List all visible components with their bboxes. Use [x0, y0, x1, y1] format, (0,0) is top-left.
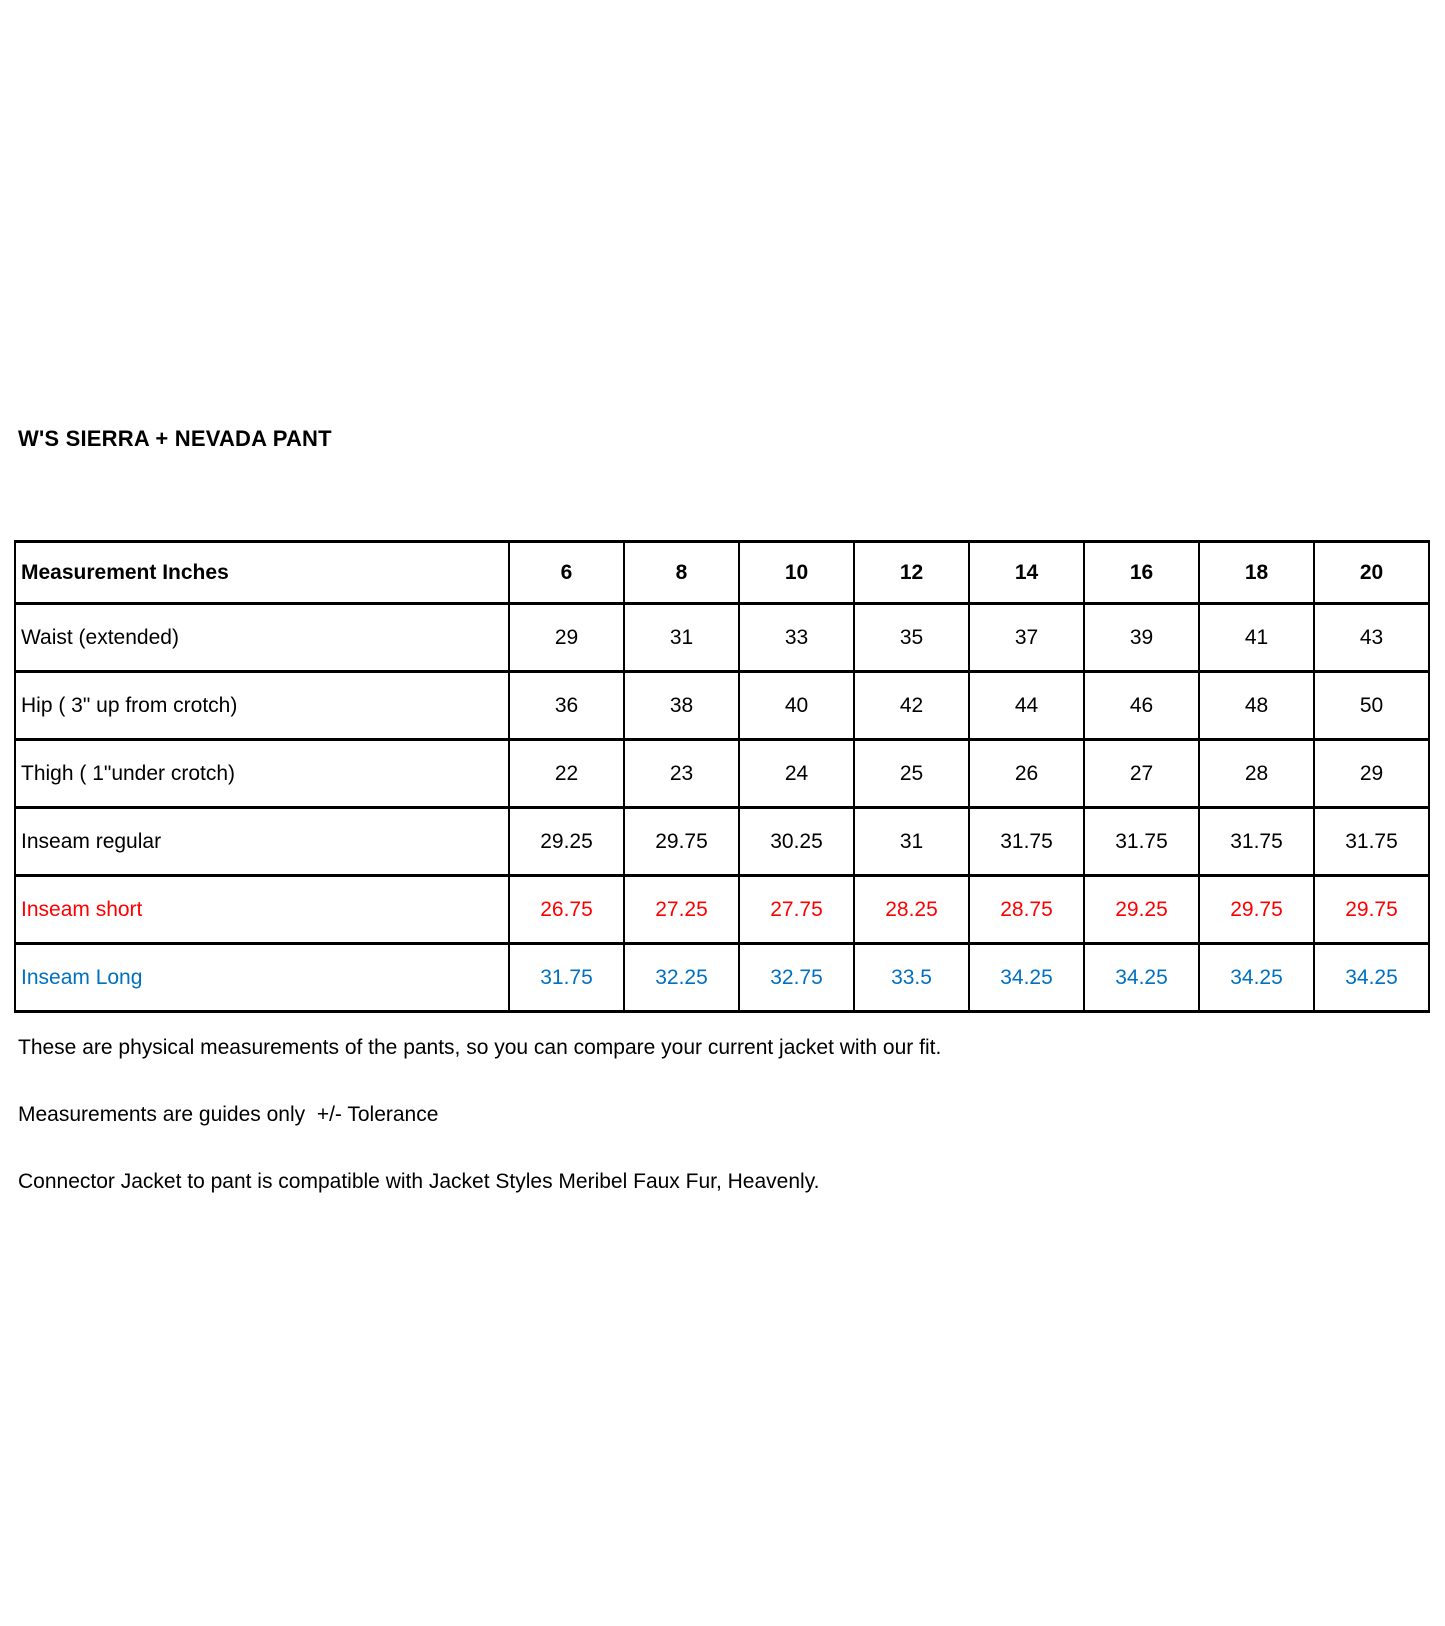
row-label-hip: Hip ( 3" up from crotch) [15, 672, 509, 740]
table-row-waist [15, 604, 1429, 672]
inseam-short-value: 29.25 [1084, 876, 1199, 944]
inseam-short-value: 26.75 [509, 876, 624, 944]
table-header-row [15, 542, 1429, 604]
row-label-inseam-regular: Inseam regular [15, 808, 509, 876]
page-title: W'S SIERRA + NEVADA PANT [18, 426, 332, 451]
size-chart-table [14, 540, 1430, 1013]
thigh-value: 28 [1199, 740, 1314, 808]
inseam-long-value: 31.75 [509, 944, 624, 1012]
row-label-waist: Waist (extended) [15, 604, 509, 672]
table-row-thigh [15, 740, 1429, 808]
inseam-short-value: 29.75 [1199, 876, 1314, 944]
hip-value: 46 [1084, 672, 1199, 740]
column-header-size-6: 6 [509, 542, 624, 604]
inseam-long-value: 33.5 [854, 944, 969, 1012]
thigh-value: 24 [739, 740, 854, 808]
row-label-inseam-short: Inseam short [15, 876, 509, 944]
thigh-value: 25 [854, 740, 969, 808]
note-connector-compatibility: Connector Jacket to pant is compatible with Jacket Styles Meribel Faux Fur, Heavenly. [18, 1170, 820, 1193]
table-row-inseam-long [15, 944, 1429, 1012]
hip-value: 36 [509, 672, 624, 740]
inseam-long-value: 34.25 [1084, 944, 1199, 1012]
row-label-thigh: Thigh ( 1"under crotch) [15, 740, 509, 808]
waist-value: 33 [739, 604, 854, 672]
note-tolerance: Measurements are guides only +/- Tolerance [18, 1103, 439, 1126]
waist-value: 29 [509, 604, 624, 672]
hip-value: 50 [1314, 672, 1429, 740]
inseam-short-value: 27.25 [624, 876, 739, 944]
column-header-size-14: 14 [969, 542, 1084, 604]
thigh-value: 29 [1314, 740, 1429, 808]
hip-value: 40 [739, 672, 854, 740]
inseam-long-value: 34.25 [1314, 944, 1429, 1012]
table-row-hip [15, 672, 1429, 740]
waist-value: 35 [854, 604, 969, 672]
waist-value: 31 [624, 604, 739, 672]
inseam-long-value: 32.25 [624, 944, 739, 1012]
note-physical-measurements: These are physical measurements of the pants, so you can compare your current jacket with our fit. [18, 1036, 942, 1059]
table-row-inseam-regular [15, 808, 1429, 876]
hip-value: 48 [1199, 672, 1314, 740]
row-label-inseam-long: Inseam Long [15, 944, 509, 1012]
inseam-regular-value: 31.75 [1084, 808, 1199, 876]
inseam-long-value: 34.25 [1199, 944, 1314, 1012]
inseam-regular-value: 29.25 [509, 808, 624, 876]
inseam-short-value: 27.75 [739, 876, 854, 944]
column-header-size-18: 18 [1199, 542, 1314, 604]
inseam-regular-value: 31.75 [969, 808, 1084, 876]
inseam-short-value: 29.75 [1314, 876, 1429, 944]
column-header-size-20: 20 [1314, 542, 1429, 604]
inseam-regular-value: 30.25 [739, 808, 854, 876]
hip-value: 42 [854, 672, 969, 740]
inseam-regular-value: 31 [854, 808, 969, 876]
hip-value: 44 [969, 672, 1084, 740]
thigh-value: 23 [624, 740, 739, 808]
inseam-long-value: 32.75 [739, 944, 854, 1012]
hip-value: 38 [624, 672, 739, 740]
column-header-size-12: 12 [854, 542, 969, 604]
column-header-measurement: Measurement Inches [15, 542, 509, 604]
inseam-regular-value: 31.75 [1199, 808, 1314, 876]
column-header-size-10: 10 [739, 542, 854, 604]
inseam-long-value: 34.25 [969, 944, 1084, 1012]
inseam-regular-value: 31.75 [1314, 808, 1429, 876]
inseam-regular-value: 29.75 [624, 808, 739, 876]
inseam-short-value: 28.75 [969, 876, 1084, 944]
thigh-value: 22 [509, 740, 624, 808]
waist-value: 39 [1084, 604, 1199, 672]
inseam-short-value: 28.25 [854, 876, 969, 944]
waist-value: 43 [1314, 604, 1429, 672]
thigh-value: 27 [1084, 740, 1199, 808]
column-header-size-16: 16 [1084, 542, 1199, 604]
thigh-value: 26 [969, 740, 1084, 808]
waist-value: 37 [969, 604, 1084, 672]
waist-value: 41 [1199, 604, 1314, 672]
column-header-size-8: 8 [624, 542, 739, 604]
table-row-inseam-short [15, 876, 1429, 944]
